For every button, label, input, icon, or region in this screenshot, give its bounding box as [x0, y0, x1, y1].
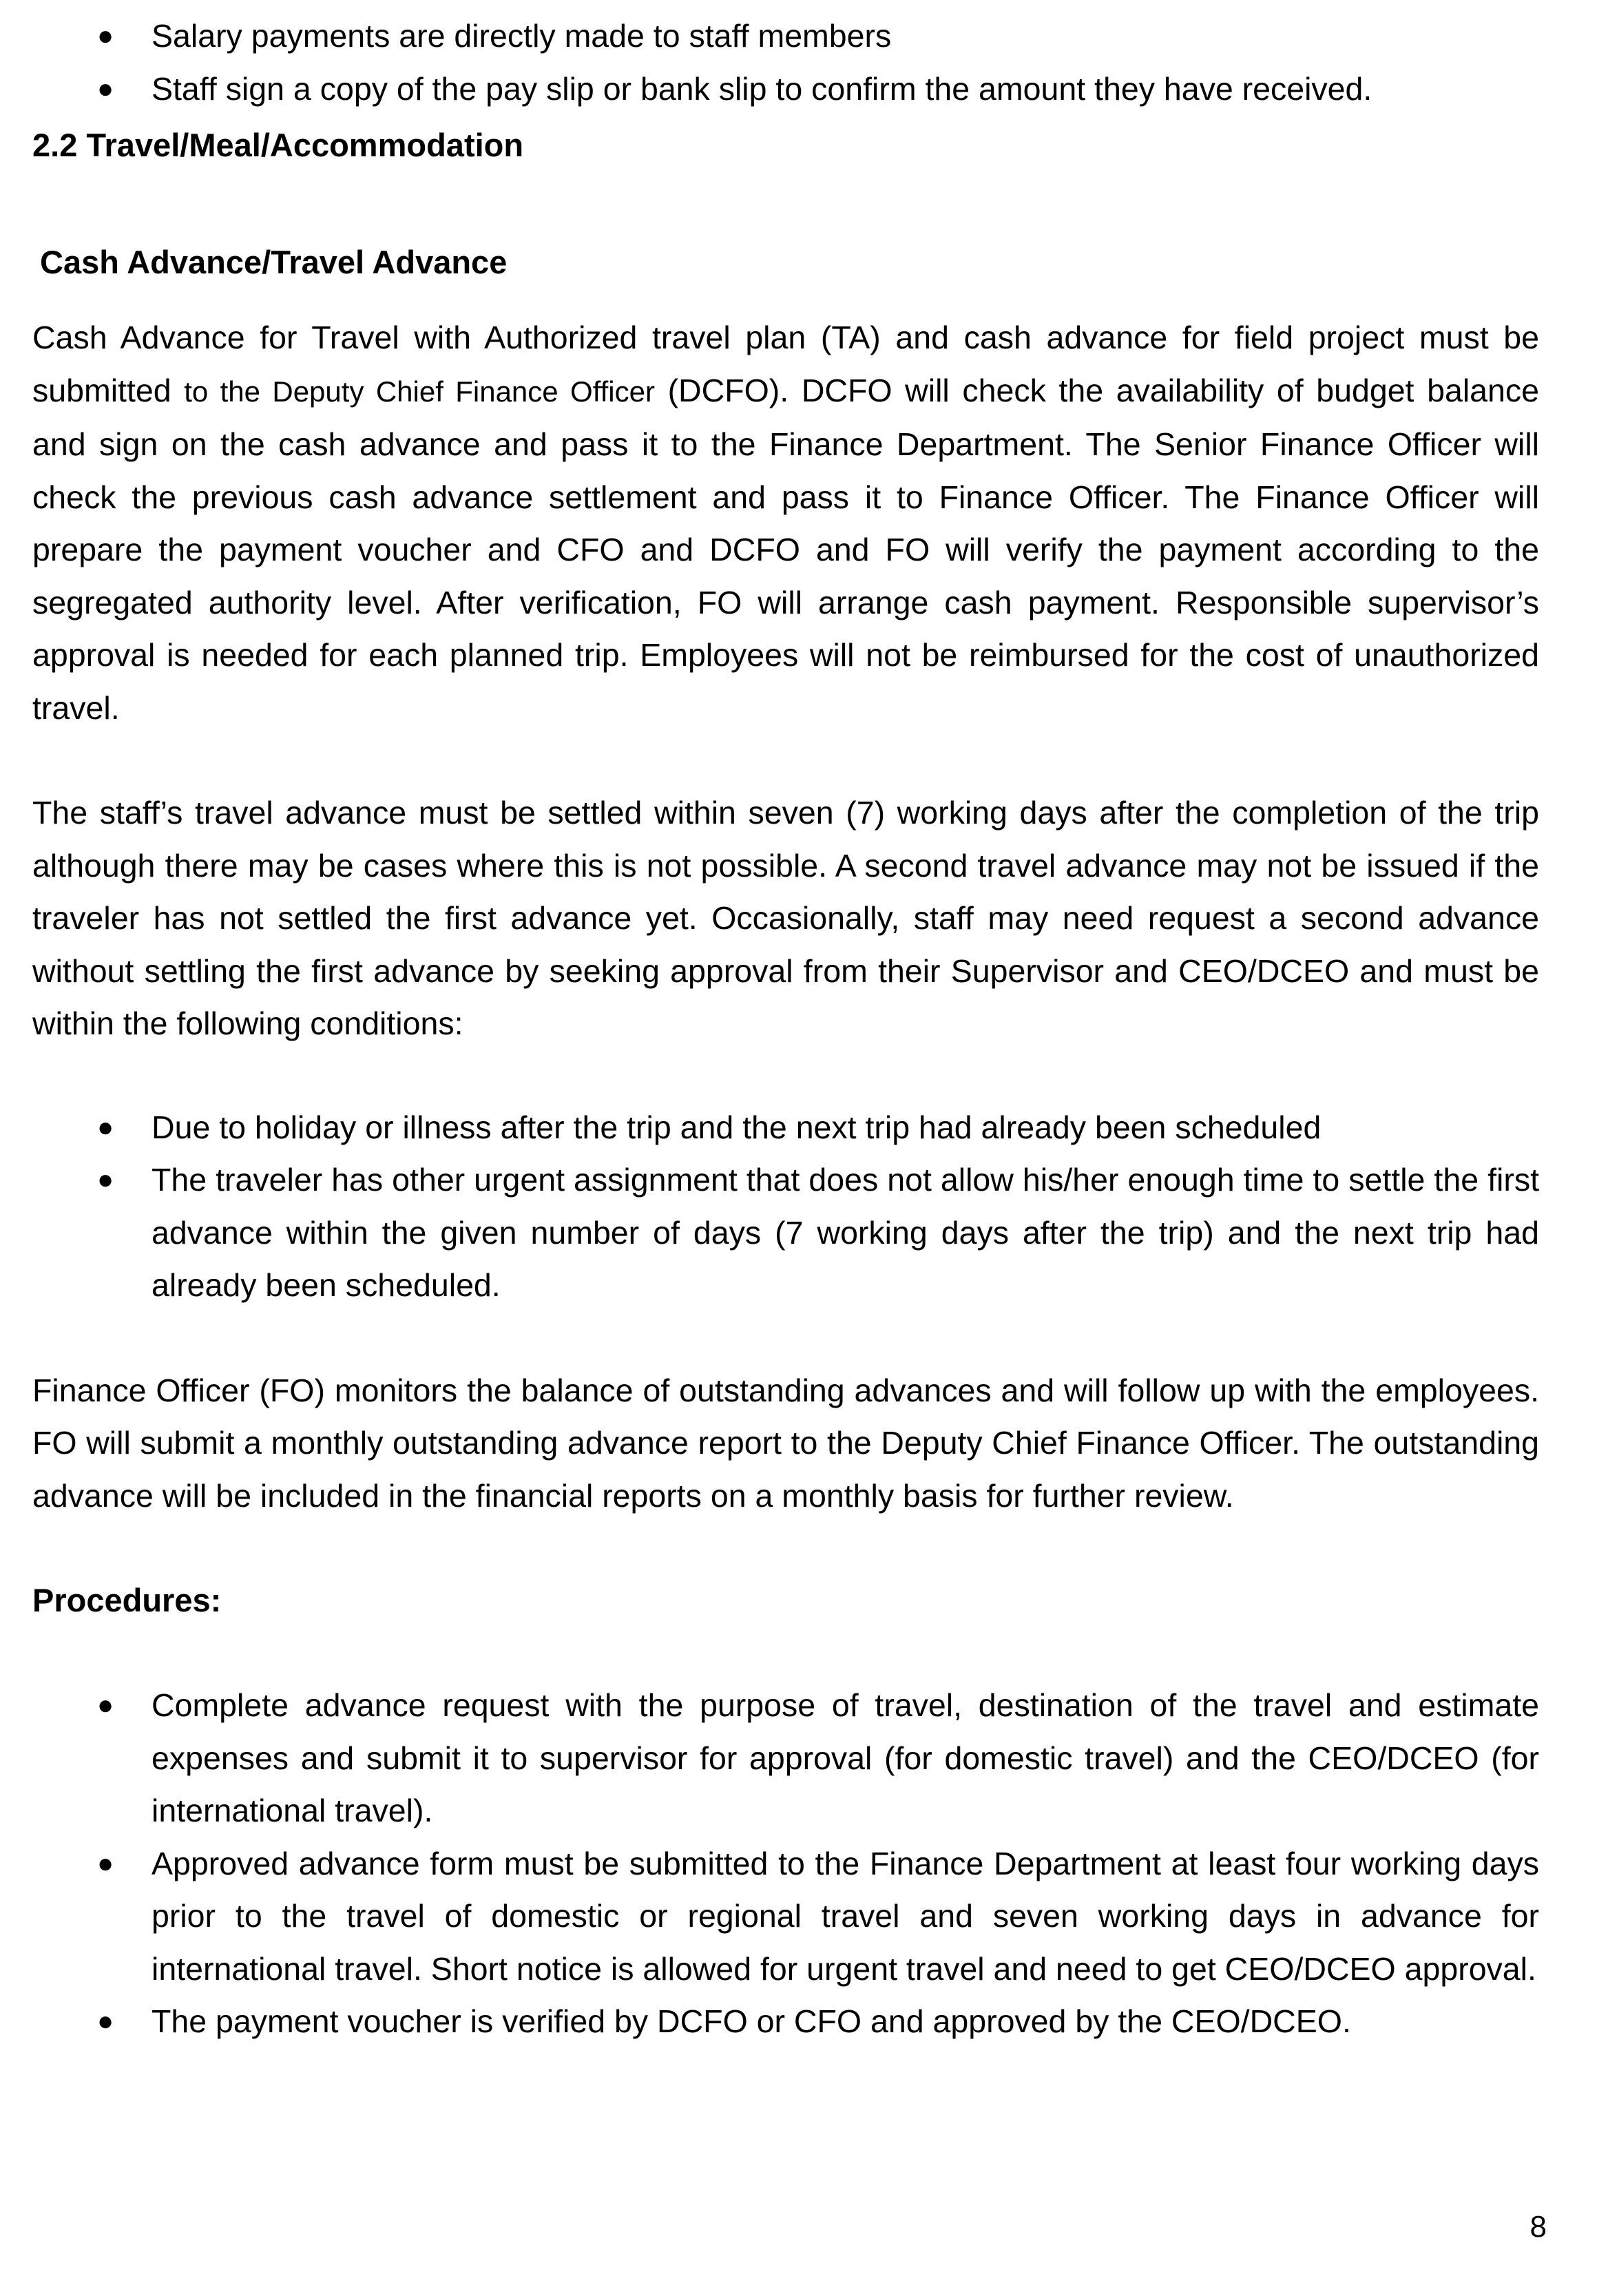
bullet-icon: ●: [97, 2006, 114, 2036]
list-item-text: Due to holiday or illness after the trip and the next trip had already been scheduled: [152, 1109, 1322, 1145]
list-item: [32, 1837, 1539, 1996]
list-item-text: The payment voucher is verified by DCFO or CFO and approved by the CEO/DCEO.: [152, 2003, 1351, 2039]
paragraph-text: Cash Advance for Travel with Authorized travel plan (TA) and cash advance for field project must be submitted: [32, 320, 1539, 408]
page-number: 8: [1529, 2210, 1547, 2244]
list-item: [32, 1679, 1539, 1837]
bullet-icon: ●: [97, 1690, 114, 1720]
procedures-heading: Procedures:: [32, 1582, 222, 1618]
settlement-paragraph: The staff’s travel advance must be settled within seven (7) working days after the completion of the trip although there may be cases where this is not possible. A second travel advance may not be issued if the traveler has not settled the first advance yet. Occasionally, staff may need request a second advance without settling the first advance by seeking approval from their Supervisor and CEO/DCEO and must be within the following conditions:: [32, 795, 1539, 1041]
paragraph-text: (DCFO). DCFO will check the availability of budget balance and sign on the cash advance and pass it to the Finance Department. The Senior Finance Officer will check the previous cash advance settlement and pass it to Finance Officer. The Finance Officer will prepare the payment voucher and CFO and DCFO and FO will verify the payment according to the segregated authority level. After verification, FO will arrange cash payment. Responsible supervisor’s approval is needed for each planned trip. Employees will not be reimbursed for the cost of unauthorized travel.: [32, 372, 1539, 726]
list-item-text: Approved advance form must be submitted to the Finance Department at least four working days prior to the travel of domestic or regional travel and seven working days in advance for international travel. Short notice is allowed for urgent travel and need to get CEO/DCEO approval.: [152, 1845, 1539, 1987]
document-page: [32, 10, 1539, 2048]
procedures-bullet-list: [32, 1679, 1539, 2048]
list-item-text: Staff sign a copy of the pay slip or bank slip to confirm the amount they have received.: [152, 70, 1372, 107]
paragraph-text-small: to the Deputy Chief Finance Officer: [184, 375, 655, 408]
bullet-icon: ●: [97, 1112, 114, 1142]
section-heading: 2.2 Travel/Meal/Accommodation: [32, 127, 524, 163]
bullet-icon: ●: [97, 1848, 114, 1879]
list-item-text: The traveler has other urgent assignment that does not allow his/her enough time to settle the first advance within the given number of days (7 working days after the trip) and the next trip had already been scheduled.: [152, 1162, 1539, 1303]
bullet-icon: ●: [97, 21, 114, 51]
cash-advance-subheading: Cash Advance/Travel Advance: [40, 244, 508, 280]
list-item: [32, 1995, 1539, 2048]
bullet-icon: ●: [97, 1165, 114, 1195]
conditions-bullet-list: [32, 1101, 1539, 1312]
list-item: [32, 10, 1539, 63]
list-item-text: Salary payments are directly made to staff members: [152, 18, 892, 54]
salary-bullet-list: [32, 10, 1539, 115]
list-item: [32, 1101, 1539, 1154]
list-item: [32, 63, 1539, 116]
monitoring-paragraph: Finance Officer (FO) monitors the balance of outstanding advances and will follow up with the employees. FO will submit a monthly outstanding advance report to the Deputy Chief Finance Officer. The outstanding advance will be included in the financial reports on a monthly basis for further review.: [32, 1372, 1539, 1514]
cash-advance-paragraph: [32, 311, 1539, 734]
list-item: [32, 1154, 1539, 1312]
list-item-text: Complete advance request with the purpose of travel, destination of the travel and estimate expenses and submit it to supervisor for approval (for domestic travel) and the CEO/DCEO (for international travel).: [152, 1687, 1539, 1828]
bullet-icon: ●: [97, 73, 114, 104]
